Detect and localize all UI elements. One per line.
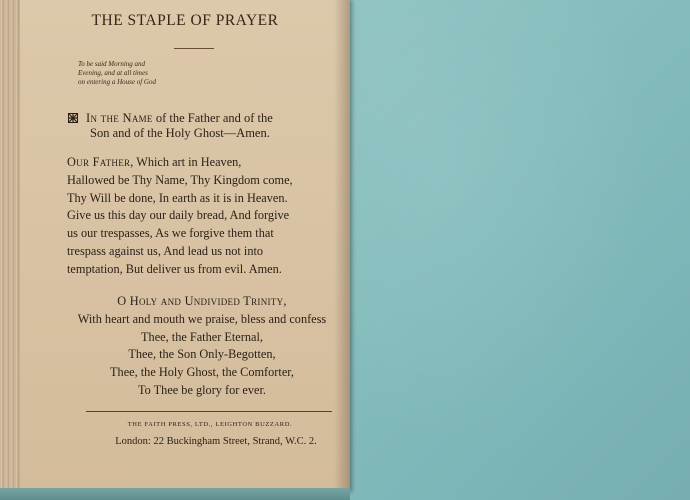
- page-title: THE STAPLE OF PRAYER: [91, 12, 279, 29]
- prayer-line: trespass against us, And lead us not into: [67, 243, 264, 258]
- back-cover: [342, 0, 690, 500]
- trinity-prayer: [64, 293, 340, 400]
- rubric: [78, 60, 218, 87]
- prayer-line: Give us this day our daily bread, And forgive: [67, 208, 290, 223]
- prayer-line: us our trespasses, As we forgive them that: [67, 226, 274, 241]
- prayer-page: [20, 0, 350, 492]
- trinity-line: With heart and mouth we praise, bless and confess: [77, 311, 327, 326]
- rubric-line: on entering a House of God: [78, 78, 156, 86]
- rubric-line: Evening, and at all times: [78, 69, 148, 77]
- invocation-rest: of the Father and of the: [152, 111, 273, 125]
- lords-prayer: [67, 154, 337, 279]
- prayer-line: temptation, But deliver us from evil. Amen.: [67, 261, 282, 276]
- invocation-lead: In the Name: [86, 111, 153, 125]
- invocation-line-2: Son and of the Holy Ghost—Amen.: [90, 126, 270, 140]
- publisher-imprint: THE FAITH PRESS, LTD., LEIGHTON BUZZARD.: [127, 421, 293, 428]
- trinity-line: To Thee be glory for ever.: [138, 382, 266, 397]
- prayer-line: Hallowed be Thy Name, Thy Kingdom come,: [67, 172, 293, 187]
- footer-divider: [86, 411, 332, 412]
- trinity-line: Thee, the Father Eternal,: [141, 329, 263, 344]
- spine-shadow: [334, 0, 350, 500]
- title-divider: [174, 48, 214, 49]
- lords-prayer-lead: Our Father: [67, 155, 131, 169]
- rubric-line: To be said Morning and: [78, 60, 146, 68]
- cross-icon: [68, 113, 78, 123]
- publisher-address: London: 22 Buckingham Street, Strand, W.C. 2.: [115, 436, 317, 447]
- prayer-line: [67, 154, 337, 172]
- trinity-line: Thee, the Son Only-Begotten,: [128, 347, 276, 362]
- trinity-line: Thee, the Holy Ghost, the Comforter,: [110, 365, 294, 380]
- trinity-heading: O Holy and Undivided Trinity,: [117, 294, 287, 308]
- prayer-line-text: , Which art in Heaven,: [130, 155, 242, 169]
- invocation-line-1: [68, 110, 368, 126]
- page-bottom-edge: [0, 488, 350, 500]
- prayer-line: Thy Will be done, In earth as it is in Heaven.: [67, 190, 288, 205]
